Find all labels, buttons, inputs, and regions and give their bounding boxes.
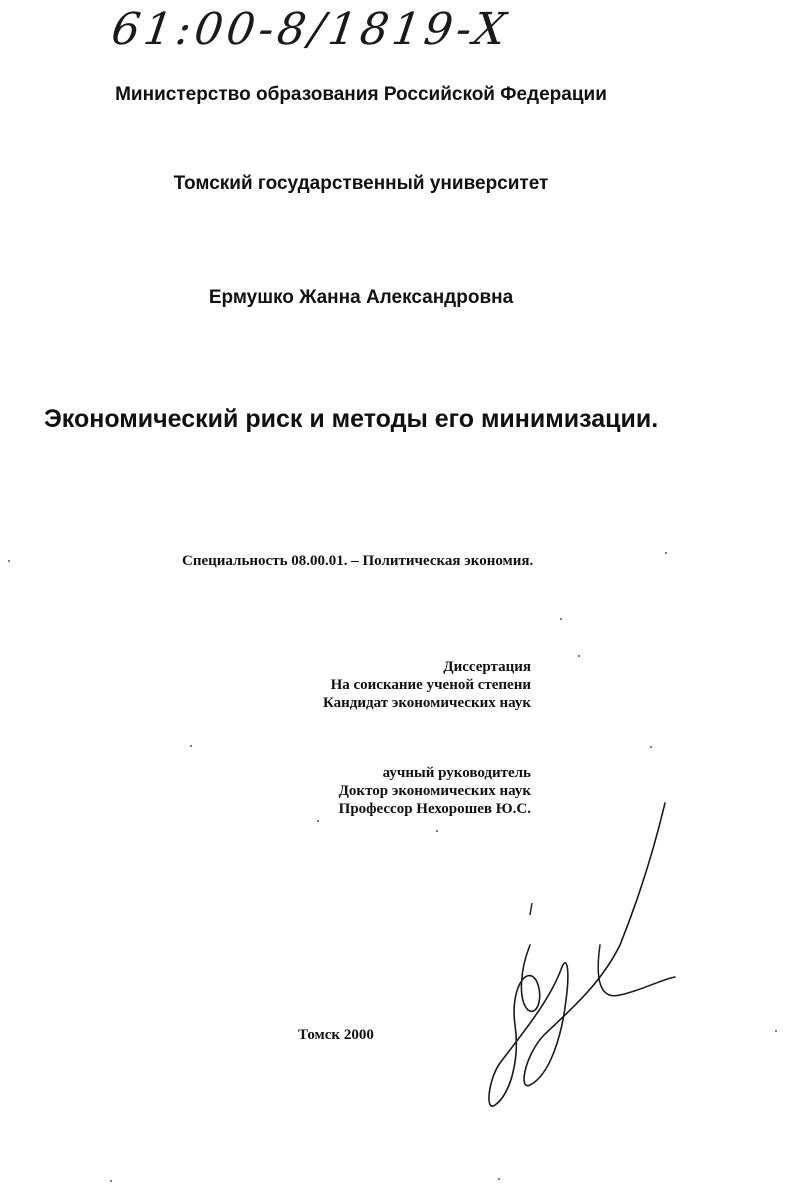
scan-speck xyxy=(650,746,652,748)
specialty-line: Специальность 08.00.01. – Политическая экономия. xyxy=(182,553,534,569)
degree-block xyxy=(323,658,531,712)
scan-speck xyxy=(110,1180,112,1182)
city-year: Томск 2000 xyxy=(298,1027,374,1043)
degree-line-1: Диссертация xyxy=(443,659,531,675)
scan-speck xyxy=(436,830,438,832)
degree-line-2: На соискание ученой степени xyxy=(330,677,531,693)
scan-speck xyxy=(8,560,10,562)
scan-speck xyxy=(578,655,580,657)
ministry-name: Министерство образования Российской Федерации xyxy=(115,84,607,105)
archive-code: 61:00-8/1819-X xyxy=(108,4,513,55)
scan-speck xyxy=(560,618,562,620)
author-name: Ермушко Жанна Александровна xyxy=(208,287,514,308)
scan-speck xyxy=(665,552,667,554)
university-name: Томский государственный университет xyxy=(173,173,549,194)
scan-speck xyxy=(775,1030,777,1032)
scan-speck xyxy=(498,1178,500,1180)
supervisor-line-3: Профессор Нехорошев Ю.С. xyxy=(338,801,531,817)
scan-speck xyxy=(190,745,192,747)
dissertation-title: Экономический риск и методы его минимизации. xyxy=(44,405,659,433)
supervisor-line-2: Доктор экономических наук xyxy=(338,783,531,799)
supervisor-line-1: аучный руководитель xyxy=(382,765,531,781)
degree-line-3: Кандидат экономических наук xyxy=(322,695,531,711)
handwritten-signature xyxy=(470,795,680,1125)
scan-speck xyxy=(317,820,319,822)
